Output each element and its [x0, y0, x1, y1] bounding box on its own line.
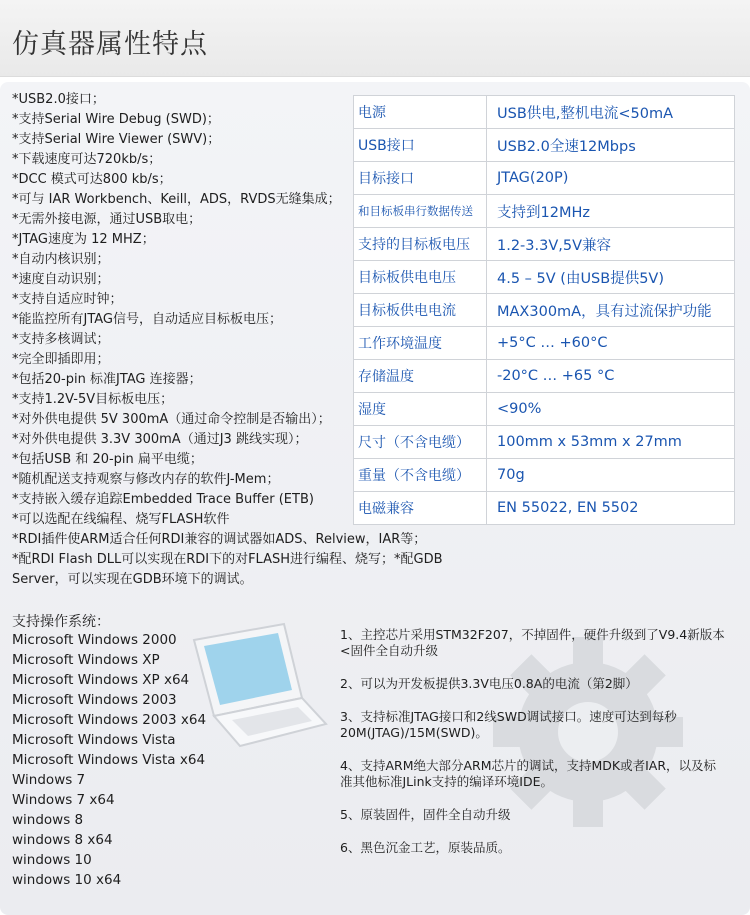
spec-value: <90% — [487, 393, 735, 426]
feature-item: *对外供电提供 5V 300mA（通过命令控制是否输出）； — [12, 412, 331, 427]
table-row — [354, 360, 735, 393]
os-item: Microsoft Windows XP x64 — [12, 672, 190, 688]
spec-value: 4.5 – 5V (由USB提供5V) — [487, 261, 735, 294]
spec-key: 电源 — [354, 96, 487, 129]
spec-table — [353, 95, 735, 525]
table-row — [354, 228, 735, 261]
spec-key: 目标接口 — [354, 162, 487, 195]
spec-value: 支持到12MHz — [487, 195, 735, 228]
spec-value: JTAG(20P) — [487, 162, 735, 195]
header — [0, 0, 750, 77]
note-item: 6、黑色沉金工艺，原装品质。 — [340, 840, 511, 855]
table-row — [354, 294, 735, 327]
os-item: windows 8 — [12, 812, 84, 828]
spec-key: 工作环境温度 — [354, 327, 487, 360]
note-item: 4、支持ARM绝大部分ARM芯片的调试，支持MDK或者IAR，以及标准其他标准JLink支持的编译环境IDE。 — [340, 758, 717, 789]
spec-key: 和目标板串行数据传送 — [354, 195, 487, 228]
spec-value: USB供电,整机电流<50mA — [487, 96, 735, 129]
table-row — [354, 459, 735, 492]
spec-key: USB接口 — [354, 129, 487, 162]
os-item: Microsoft Windows Vista x64 — [12, 752, 206, 768]
os-item: Windows 7 x64 — [12, 792, 115, 808]
spec-value: USB2.0全速12Mbps — [487, 129, 735, 162]
feature-item: *支持自适应时钟； — [12, 292, 123, 307]
table-row — [354, 393, 735, 426]
feature-item: *支持1.2V-5V目标板电压； — [12, 392, 174, 407]
feature-item: *支持嵌入缓存追踪Embedded Trace Buffer (ETB) — [12, 492, 314, 507]
table-row — [354, 129, 735, 162]
feature-item: *速度自动识别； — [12, 272, 110, 287]
note-item: 3、支持标准JTAG接口和2线SWD调试接口。速度可达到每秒20M(JTAG)/15M(SWD)。 — [340, 709, 677, 740]
os-item: windows 8 x64 — [12, 832, 113, 848]
page-title: 仿真器属性特点 — [12, 29, 208, 60]
table-row — [354, 327, 735, 360]
feature-item: *包括20-pin 标准JTAG 连接器； — [12, 372, 202, 387]
os-item: Microsoft Windows 2000 — [12, 632, 177, 648]
os-item: windows 10 — [12, 852, 92, 868]
feature-item: *DCC 模式可达800 kb/s； — [12, 172, 172, 187]
feature-item: *RDI插件使ARM适合任何RDI兼容的调试器如ADS、Relview，IAR等； — [12, 532, 427, 547]
table-row — [354, 96, 735, 129]
spec-key: 电磁兼容 — [354, 492, 487, 525]
spec-key: 目标板供电电压 — [354, 261, 487, 294]
os-title: 支持操作系统： — [12, 614, 110, 630]
note-item: 2、可以为开发板提供3.3V电压0.8A的电流（第2脚） — [340, 676, 638, 691]
os-item: Microsoft Windows 2003 — [12, 692, 177, 708]
note-item: 5、原装固件，固件全自动升级 — [340, 807, 511, 822]
os-item: Microsoft Windows 2003 x64 — [12, 712, 207, 728]
feature-item: *配RDI Flash DLL可以实现在RDI下的对FLASH进行编程、烧写；*配GDB Server，可以实现在GDB环境下的调试。 — [12, 552, 443, 587]
spec-key: 目标板供电电流 — [354, 294, 487, 327]
feature-item: *能监控所有JTAG信号，自动适应目标板电压； — [12, 312, 283, 327]
os-item: windows 10 x64 — [12, 872, 122, 888]
spec-key: 存储温度 — [354, 360, 487, 393]
spec-value: 70g — [487, 459, 735, 492]
table-row — [354, 195, 735, 228]
feature-item: *自动内核识别； — [12, 252, 110, 267]
feature-item: *支持Serial Wire Debug (SWD)； — [12, 112, 220, 127]
feature-item: *随机配送支持观察与修改内存的软件J-Mem； — [12, 472, 280, 487]
spec-value: +5°C … +60°C — [487, 327, 735, 360]
table-row — [354, 261, 735, 294]
spec-value: EN 55022, EN 5502 — [487, 492, 735, 525]
feature-item: *USB2.0接口； — [12, 92, 105, 107]
os-item: Windows 7 — [12, 772, 86, 788]
table-row — [354, 492, 735, 525]
os-item: Microsoft Windows Vista — [12, 732, 176, 748]
note-item: 1、主控芯片采用STM32F207，不掉固件，硬件升级到了V9.4新版本<固件全自动升级 — [340, 627, 725, 658]
feature-item: *无需外接电源，通过USB取电； — [12, 212, 202, 227]
spec-key: 湿度 — [354, 393, 487, 426]
spec-value: -20°C … +65 °C — [487, 360, 735, 393]
spec-key: 支持的目标板电压 — [354, 228, 487, 261]
feature-item: *完全即插即用； — [12, 352, 110, 367]
feature-item: *可以选配在线编程、烧写FLASH软件 — [12, 512, 230, 527]
feature-item: *支持Serial Wire Viewer (SWV)； — [12, 132, 221, 147]
feature-item: *对外供电提供 3.3V 300mA（通过J3 跳线实现）； — [12, 432, 308, 447]
feature-item: *支持多核调试； — [12, 332, 110, 347]
spec-value: MAX300mA，具有过流保护功能 — [487, 294, 735, 327]
spec-value: 1.2-3.3V,5V兼容 — [487, 228, 735, 261]
spec-key: 尺寸（不含电缆） — [354, 426, 487, 459]
notes-list — [340, 627, 725, 873]
table-row — [354, 162, 735, 195]
feature-item: *下载速度可达720kb/s； — [12, 152, 162, 167]
feature-item: *可与 IAR Workbench、Keill，ADS，RVDS无缝集成； — [12, 192, 341, 207]
os-list — [12, 630, 206, 890]
spec-key: 重量（不含电缆） — [354, 459, 487, 492]
feature-item: *包括USB 和 20-pin 扁平电缆； — [12, 452, 203, 467]
os-item: Microsoft Windows XP — [12, 652, 160, 668]
table-row — [354, 426, 735, 459]
spec-value: 100mm x 53mm x 27mm — [487, 426, 735, 459]
feature-item: *JTAG速度为 12 MHZ； — [12, 232, 155, 247]
